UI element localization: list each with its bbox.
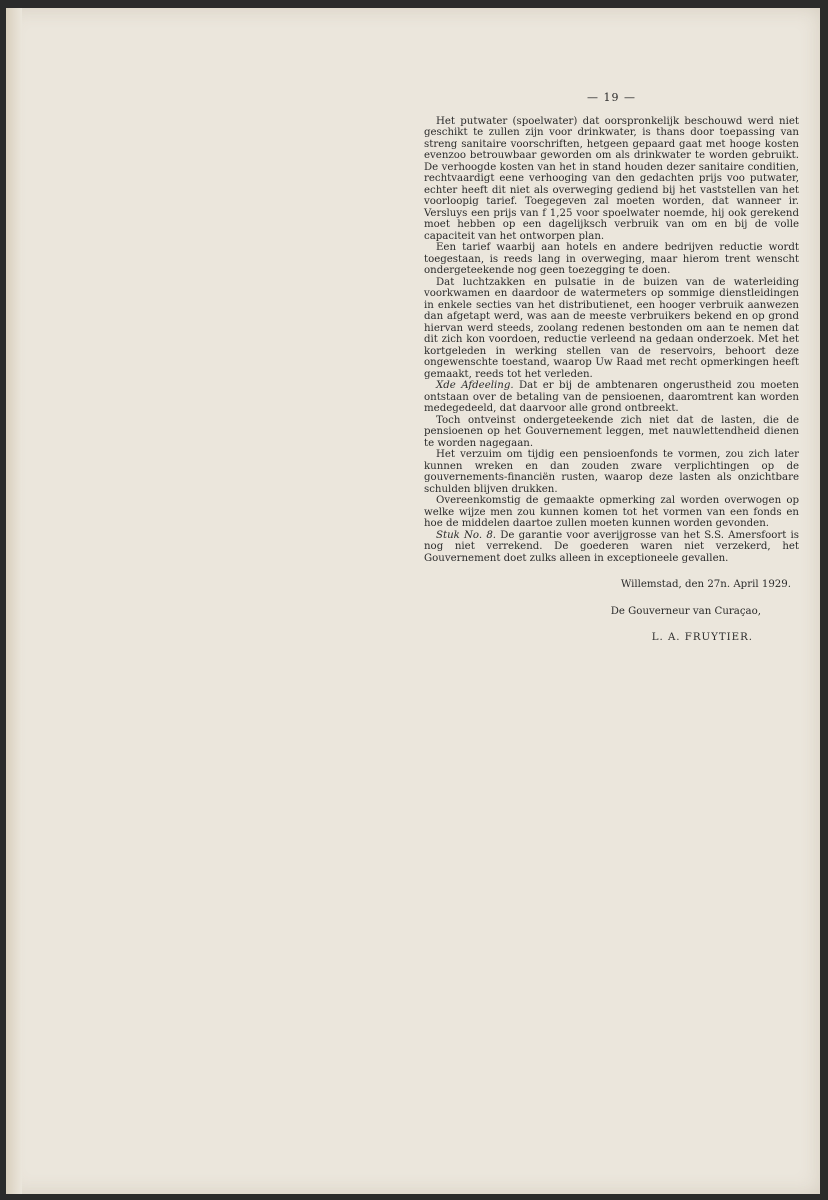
place-date: Willemstad, den 27n. April 1929.: [620, 579, 791, 590]
page-fold-shadow: [6, 8, 22, 1194]
section-text-stuk: De garantie voor averijgrosse van het S.S. Amersfoort is nog niet verrekend. De goederen waren niet verzekerd, het Gouvernement doet zulks alleen in exceptioneele gevallen.: [424, 529, 799, 564]
paragraph-overeenkomstig: Overeenkomstig de gemaakte opmerking zal worden overwogen op welke wijze men zou kunnen komen tot het vormen van een fonds en hoe de middelen daartoe zullen moeten kunnen worden gevonden.: [424, 495, 799, 529]
signatory-name: L. A. FRUYTIER.: [651, 632, 753, 643]
page-number: — 19 —: [587, 91, 636, 104]
paragraph-tarief: Een tarief waarbij aan hotels en andere bedrijven reductie wordt toegestaan, is reeds lang in overweging, maar hierom trent wenscht ondergeteekende nog geen toezegging te doen.: [424, 242, 799, 276]
paragraph-verzuim: Het verzuim om tijdig een pensioenfonds te vormen, zou zich later kunnen wreken en dan zouden zware verplichtingen op de gouvernements-financiën rusten, waarop deze lasten als onzichtbare schulden blijven drukken.: [424, 449, 799, 495]
document-page: [6, 8, 820, 1194]
paragraph-stuk-8: [424, 530, 799, 565]
paragraph-ontveinst: Toch ontveinst ondergeteekende zich niet dat de lasten, die de pensioenen op het Gouvernement leggen, met nauwlettendheid dienen te worden nagegaan.: [424, 414, 799, 449]
paragraph-luchtzakken: Dat luchtzakken en pulsatie in de buizen van de waterleiding voorkwamen en daardoor de watermeters op sommige dienstleidingen in enkele secties van het distributienet, een hooger verbruik aanwezen dan afgetapt werd, was aan de meeste verbruikers bekend en op grond hiervan werd steeds, zoolang redenen bestonden om aan te nemen dat dit zich kon voordoen, reductie verleend na gedaan onderzoek. Met het kortgeleden in werking stellen van de reservoirs, behoort deze ongewenschte toestand, waarop Uw Raad met recht opmerkingen heeft gemaakt, reeds tot het verleden.: [424, 276, 799, 380]
section-label-stuk: Stuk No. 8.: [436, 529, 497, 541]
paragraph-putwater: Het putwater (spoelwater) dat oorspronkelijk beschouwd werd niet geschikt te zullen zijn voor drinkwater, is thans door toepassing van streng sanitaire voorschriften, hetgeen gepaard gaat met hooge kosten evenzoo betrouwbaar geworden om als drinkwater te worden gebruikt. De verhoogde kosten van het in stand houden dezer sanitaire conditien, rechtvaardigt eene verhooging van den gedachten prijs voo putwater, echter heeft dit niet als overweging gediend bij het vaststellen van het voorloopig tarief. Toegegeven zal moeten worden, dat wanneer ir. Versluys een prijs van f 1,25 voor spoelwater noemde, hij ook gerekend moet hebben op een dagelijksch verbruik van om en bij de volle capaciteit van het ontworpen plan.: [424, 115, 799, 242]
closing-block: [424, 579, 799, 644]
section-label-afdeeling: Xde Afdeeling.: [436, 380, 514, 391]
text-column: [424, 92, 799, 659]
signatory-title: De Gouverneur van Curaçao,: [610, 605, 761, 617]
paragraph-afdeeling-10: [424, 380, 799, 415]
section-text-afdeeling: Dat er bij de ambtenaren ongerustheid zou moeten ontstaan over de betaling van de pensioenen, daaromtrent kan worden medegedeeld, dat daarvoor alle grond ontbreekt.: [424, 380, 799, 414]
